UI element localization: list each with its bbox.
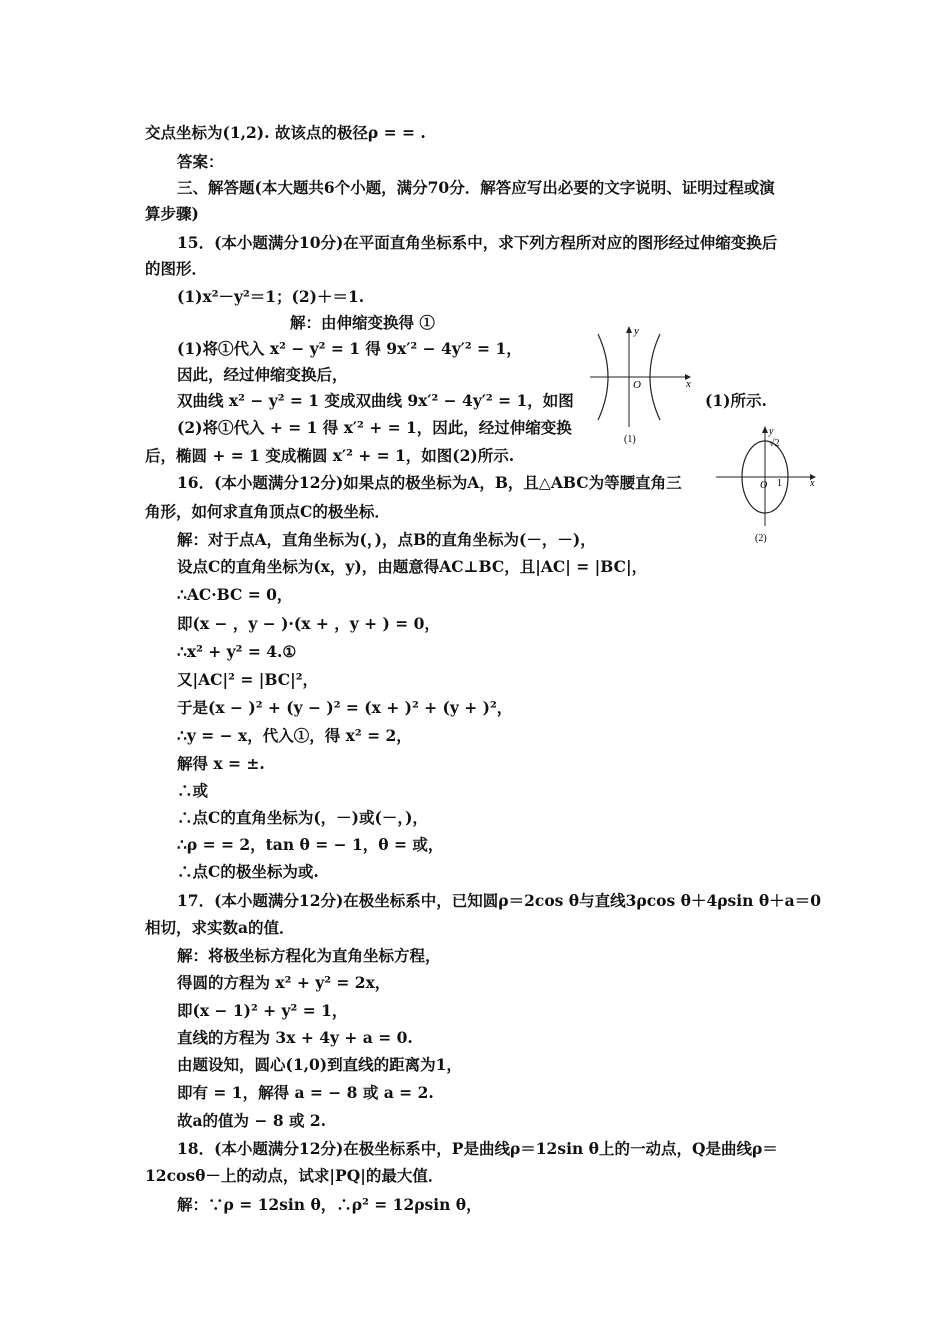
problem-16-header: 16．(本小题满分12分)如果点的极坐标为A，B，且△ABC为等腰直角三	[177, 473, 682, 492]
answer-label: 答案：	[177, 152, 224, 171]
solution-line: 设点C的直角坐标为(x，y)，由题意得AC⊥BC，且|AC| = |BC|，	[177, 557, 648, 576]
solution-line: 解：∵ρ = 12sin θ，∴ρ² = 12ρsin θ，	[177, 1195, 482, 1214]
solution-line: 由题设知，圆心(1,0)到直线的距离为1，	[177, 1055, 462, 1074]
solution-line: 即有 = 1，解得 a = − 8 或 a = 2.	[177, 1083, 434, 1102]
text-line: 12cosθ－上的动点，试求|PQ|的最大值．	[145, 1166, 444, 1185]
solution-line: 即(x − ，y − )·(x + ，y + ) = 0，	[177, 614, 440, 633]
solution-line: ∴点C的直角坐标为(，－)或(－，)，	[177, 808, 428, 827]
solution-line: ∴ρ = = 2，tan θ = − 1，θ = 或，	[177, 835, 444, 854]
section-heading: 三、解答题(本大题共6个小题，满分70分．解答应写出必要的文字说明、证明过程或演	[177, 178, 775, 197]
origin-label: O	[760, 480, 768, 491]
solution-line: 后，椭圆 + = 1 变成椭圆 x′² + = 1，如图(2)所示.	[145, 446, 515, 465]
problem-15-header: 15．(本小题满分10分)在平面直角坐标系中，求下列方程所对应的图形经过伸缩变换后	[177, 233, 778, 252]
solution-line: 解：将极坐标方程化为直角坐标方程，	[177, 946, 441, 965]
y-tick-label: √2	[769, 438, 780, 449]
text-line: 角形，如何求直角顶点C的极坐标．	[145, 502, 390, 521]
solution-line: 又|AC|² = |BC|²，	[177, 670, 318, 689]
y-axis-arrow-icon	[762, 426, 768, 433]
y-axis-label: y	[634, 325, 639, 337]
figure-caption: (1)	[624, 434, 636, 445]
solution-line: 解：由伸缩变换得 ①	[290, 313, 435, 332]
solution-line: 即(x − 1)² + y² = 1，	[177, 1001, 348, 1020]
y-axis-label: y	[769, 426, 774, 437]
solution-line: (2)将①代入 + = 1 得 x′² + = 1，因此，经过伸缩变换	[177, 418, 572, 437]
solution-line: 解得 x = ±.	[177, 754, 265, 773]
solution-line: ∴y = − x，代入①，得 x² = 2，	[177, 726, 412, 745]
figure-ellipse	[712, 422, 820, 546]
text-line: 的图形．	[145, 259, 208, 278]
solution-line: 得圆的方程为 x² + y² = 2x，	[177, 973, 391, 992]
origin-label: O	[633, 379, 641, 391]
problem-17-header: 17．(本小题满分12分)在极坐标系中，已知圆ρ＝2cos θ与直线3ρcos θ＋4ρsin θ＋a＝0	[177, 891, 822, 910]
solution-line: ∴或	[177, 781, 209, 800]
figure-caption: (2)	[755, 533, 767, 544]
solution-line: ∴点C的极坐标为或.	[177, 862, 319, 881]
text-line: (1)x²－y²＝1；(2)＋＝1.	[177, 287, 365, 306]
text-line: 相切，求实数a的值．	[145, 918, 295, 937]
x-axis-label: x	[686, 378, 691, 390]
problem-18-header: 18．(本小题满分12分)在极坐标系中，P是曲线ρ＝12sin θ上的一动点，Q是曲线ρ＝	[177, 1139, 778, 1158]
solution-line: 于是(x − )² + (y − )² = (x + )² + (y + )²，	[177, 698, 513, 717]
solution-line: 因此，经过伸缩变换后，	[177, 365, 348, 384]
solution-line: ∴x² + y² = 4.①	[177, 642, 297, 661]
solution-line: (1)所示.	[705, 391, 767, 410]
solution-line: 解：对于点A，直角坐标为(，)，点B的直角坐标为(－，－)，	[177, 530, 596, 549]
figure-hyperbola	[580, 322, 700, 450]
text-line: 算步骤)	[145, 204, 199, 223]
solution-line: ∴AC·BC = 0，	[177, 585, 293, 604]
x-axis-label: x	[810, 478, 815, 489]
y-axis-arrow-icon	[626, 326, 632, 333]
x-tick-label: 1	[777, 478, 782, 489]
solution-line: (1)将①代入 x² − y² = 1 得 9x′² − 4y′² = 1，	[177, 339, 522, 358]
solution-line: 双曲线 x² − y² = 1 变成双曲线 9x′² − 4y′² = 1，如图	[177, 391, 574, 410]
text-line: 交点坐标为(1,2). 故该点的极径ρ = = .	[145, 123, 426, 142]
solution-line: 直线的方程为 3x + 4y + a = 0.	[177, 1028, 413, 1047]
solution-line: 故a的值为 − 8 或 2.	[177, 1111, 327, 1130]
